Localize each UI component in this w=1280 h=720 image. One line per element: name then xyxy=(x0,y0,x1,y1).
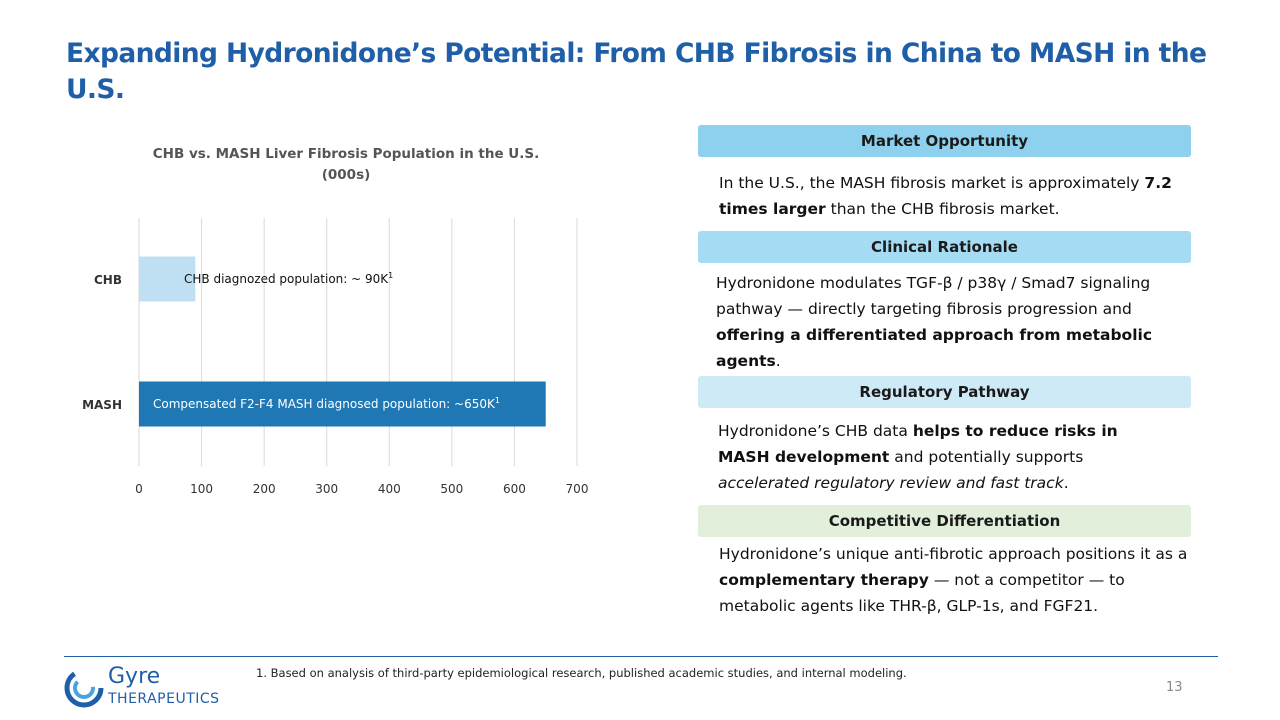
section-text-segment: than the CHB fibrosis market. xyxy=(825,200,1060,218)
chart-title-line2: (000s) xyxy=(321,167,371,183)
section-text-segment: offering a differentiated approach from metabolic agents xyxy=(716,326,1153,370)
category-label: CHB xyxy=(94,273,122,287)
data-label xyxy=(184,271,393,286)
x-tick-label: 100 xyxy=(190,482,214,496)
market-opportunity-header: Market Opportunity xyxy=(698,125,1191,157)
section-text-segment: Hydronidone’s CHB data xyxy=(718,422,913,440)
market-opportunity-text xyxy=(719,170,1189,222)
x-tick-label: 700 xyxy=(565,482,589,496)
clinical-rationale-header: Clinical Rationale xyxy=(698,231,1191,263)
section-text-segment: Hydronidone modulates TGF-β / p38γ / Smad7 signaling pathway — directly targeting fibrosis progression and xyxy=(716,274,1151,318)
footnote: 1. Based on analysis of third-party epidemiological research, published academic studies, and internal modeling. xyxy=(256,666,907,680)
competitive-differentiation-text xyxy=(719,541,1194,619)
section-text-segment: helps to reduce risks in MASH development xyxy=(718,422,1118,466)
section-text-segment: accelerated regulatory review and fast track xyxy=(718,474,1064,492)
clinical-rationale-text xyxy=(716,270,1186,374)
section-text-segment: 7.2 times larger xyxy=(719,174,1172,218)
x-tick-label: 300 xyxy=(315,482,339,496)
gyre-swirl-icon xyxy=(64,668,104,708)
data-label-text: Compensated F2-F4 MASH diagnosed population: ~650K xyxy=(153,397,495,411)
x-tick-label: 0 xyxy=(135,482,143,496)
category-label: MASH xyxy=(82,398,122,412)
x-tick-label: 200 xyxy=(252,482,276,496)
section-text-segment: and potentially supports xyxy=(889,448,1084,466)
data-label-superscript: 1 xyxy=(494,396,500,405)
footer-divider xyxy=(64,656,1218,657)
page-number: 13 xyxy=(1166,680,1183,695)
data-label-text: CHB diagnozed population: ~ 90K xyxy=(184,272,389,286)
section-text-segment: — not a competitor — to metabolic agents like THR-β, GLP-1s, and FGF21. xyxy=(719,571,1125,615)
regulatory-pathway-text xyxy=(718,418,1158,496)
bar-chart xyxy=(60,130,620,510)
regulatory-pathway-header: Regulatory Pathway xyxy=(698,376,1191,408)
company-logo xyxy=(64,664,244,710)
section-text-segment: Hydronidone’s unique anti-fibrotic approach positions it as a xyxy=(719,545,1188,563)
data-label-superscript: 1 xyxy=(388,271,394,280)
chart-title-line1: CHB vs. MASH Liver Fibrosis Population in the U.S. xyxy=(152,146,540,162)
x-tick-label: 600 xyxy=(502,482,526,496)
logo-name: Gyre xyxy=(108,664,161,689)
section-text-segment: In the U.S., the MASH fibrosis market is approximately xyxy=(719,174,1145,192)
x-tick-label: 500 xyxy=(440,482,464,496)
data-label xyxy=(153,396,500,411)
competitive-differentiation-header: Competitive Differentiation xyxy=(698,505,1191,537)
section-text-segment: . xyxy=(775,352,781,370)
page-title: Expanding Hydronidone’s Potential: From CHB Fibrosis in China to MASH in the U.S. xyxy=(66,38,1207,105)
logo-subtitle: THERAPEUTICS xyxy=(108,691,220,707)
x-tick-label: 400 xyxy=(377,482,401,496)
section-text-segment: . xyxy=(1063,474,1069,492)
section-text-segment: complementary therapy xyxy=(719,571,929,589)
